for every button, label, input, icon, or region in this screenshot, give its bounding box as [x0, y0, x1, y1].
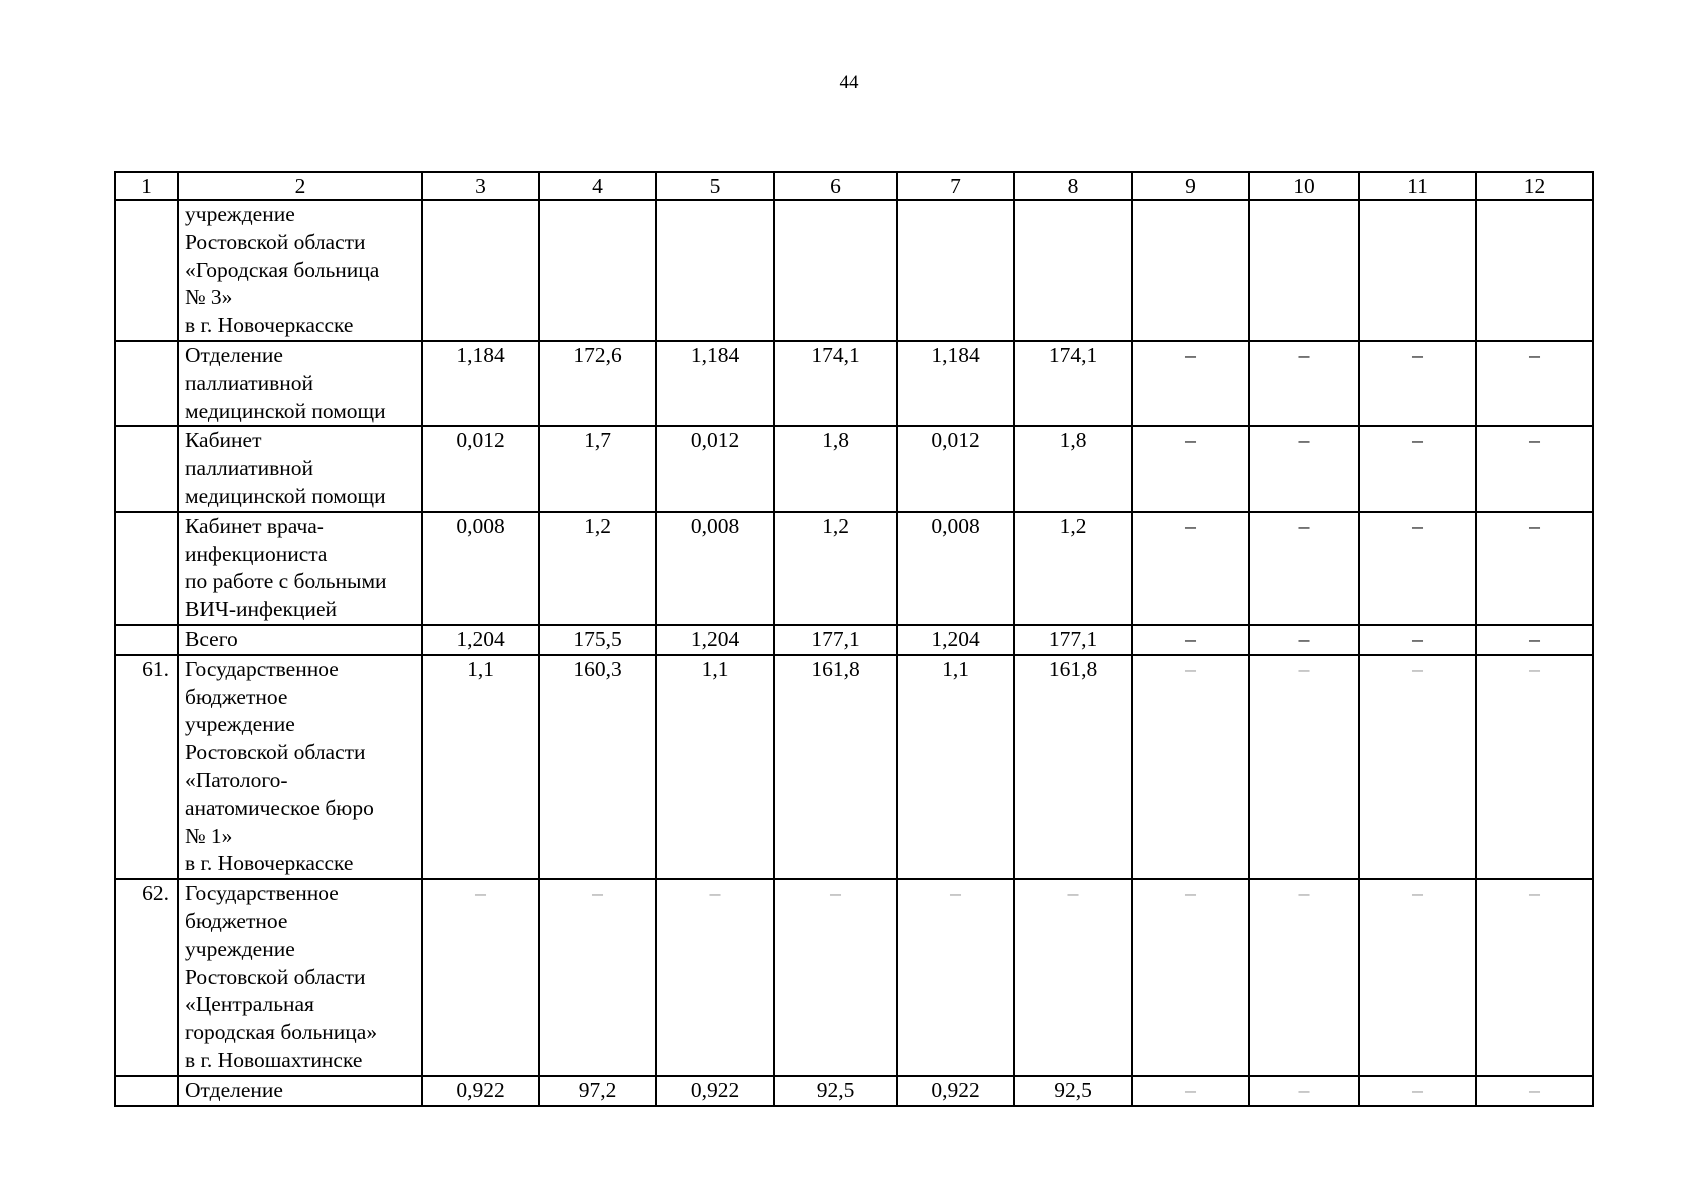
row-name-line: «Центральная — [185, 992, 314, 1017]
row-number-cell: 62. — [115, 879, 178, 1076]
row-name-line: Отделение — [185, 342, 283, 367]
column-header: 7 — [897, 172, 1014, 200]
column-header: 4 — [539, 172, 656, 200]
data-table — [114, 171, 1594, 1107]
value-cell: – — [1476, 625, 1593, 655]
row-name-line: по работе с больными — [185, 569, 387, 594]
value-cell: – — [1359, 341, 1476, 426]
column-header: 11 — [1359, 172, 1476, 200]
value-cell: 160,3 — [539, 655, 656, 879]
value-cell: – — [1249, 625, 1359, 655]
row-name-line: ВИЧ-инфекцией — [185, 597, 337, 622]
row-name-line: учреждение — [185, 712, 295, 737]
value-cell: 1,8 — [1014, 426, 1132, 511]
value-cell: 161,8 — [1014, 655, 1132, 879]
value-cell — [774, 200, 897, 341]
table-row — [115, 1076, 1593, 1106]
table-row — [115, 341, 1593, 426]
value-cell: 97,2 — [539, 1076, 656, 1106]
value-cell: 1,1 — [897, 655, 1014, 879]
row-number-cell — [115, 625, 178, 655]
value-cell: – — [1476, 341, 1593, 426]
row-number-cell — [115, 341, 178, 426]
value-cell: – — [1359, 625, 1476, 655]
table-row — [115, 879, 1593, 1076]
row-name-line: медицинской помощи — [185, 398, 386, 423]
value-cell — [897, 200, 1014, 341]
value-cell — [1014, 200, 1132, 341]
row-name-line: «Патолого- — [185, 767, 288, 792]
column-header: 9 — [1132, 172, 1249, 200]
row-name-cell — [178, 1076, 422, 1106]
row-name-cell — [178, 512, 422, 625]
table-row — [115, 200, 1593, 341]
value-cell: 174,1 — [774, 341, 897, 426]
column-header: 3 — [422, 172, 539, 200]
value-cell: 92,5 — [774, 1076, 897, 1106]
value-cell: – — [1132, 1076, 1249, 1106]
value-cell: – — [1132, 879, 1249, 1076]
row-name-cell — [178, 426, 422, 511]
row-name-line: бюджетное — [185, 684, 288, 709]
row-name-line: паллиативной — [185, 456, 314, 481]
value-cell: 1,1 — [656, 655, 774, 879]
row-name-line: в г. Новочеркасске — [185, 851, 354, 876]
row-name-line: «Городская больница — [185, 257, 380, 282]
value-cell — [1359, 200, 1476, 341]
value-cell: 0,008 — [656, 512, 774, 625]
table-body — [115, 172, 1593, 1106]
value-cell: – — [1359, 426, 1476, 511]
row-name-cell — [178, 625, 422, 655]
row-name-line: инфекциониста — [185, 541, 328, 566]
value-cell: – — [897, 879, 1014, 1076]
value-cell: 0,008 — [897, 512, 1014, 625]
value-cell: – — [1359, 655, 1476, 879]
row-name-line: Ростовской области — [185, 964, 366, 989]
row-name-line: в г. Новочеркасске — [185, 313, 354, 338]
row-name-cell — [178, 341, 422, 426]
value-cell: – — [656, 879, 774, 1076]
value-cell: – — [1476, 655, 1593, 879]
value-cell — [1476, 200, 1593, 341]
value-cell: – — [1014, 879, 1132, 1076]
value-cell — [422, 200, 539, 341]
value-cell: 175,5 — [539, 625, 656, 655]
table-row — [115, 655, 1593, 879]
value-cell: 177,1 — [774, 625, 897, 655]
value-cell: – — [1249, 426, 1359, 511]
value-cell: 0,012 — [422, 426, 539, 511]
column-header: 5 — [656, 172, 774, 200]
row-name-line: Кабинет врача- — [185, 513, 324, 538]
value-cell: – — [1249, 341, 1359, 426]
row-name-line: городская больница» — [185, 1020, 378, 1045]
table-row — [115, 426, 1593, 511]
value-cell: – — [1476, 879, 1593, 1076]
value-cell: 92,5 — [1014, 1076, 1132, 1106]
row-name-line: Ростовской области — [185, 229, 366, 254]
value-cell: – — [1132, 426, 1249, 511]
row-name-line: в г. Новошахтинске — [185, 1047, 363, 1072]
value-cell: 174,1 — [1014, 341, 1132, 426]
value-cell: 161,8 — [774, 655, 897, 879]
table-row — [115, 512, 1593, 625]
value-cell: 1,1 — [422, 655, 539, 879]
value-cell: 1,204 — [656, 625, 774, 655]
value-cell: – — [1132, 512, 1249, 625]
table-row — [115, 625, 1593, 655]
row-number-cell — [115, 200, 178, 341]
value-cell: 1,2 — [1014, 512, 1132, 625]
row-name-cell — [178, 200, 422, 341]
row-name-line: Отделение — [185, 1077, 283, 1102]
value-cell: 1,204 — [422, 625, 539, 655]
row-name-line: медицинской помощи — [185, 483, 386, 508]
value-cell: 1,2 — [774, 512, 897, 625]
value-cell: – — [1476, 512, 1593, 625]
row-number-cell — [115, 1076, 178, 1106]
value-cell — [539, 200, 656, 341]
row-name-cell — [178, 879, 422, 1076]
row-name-line: паллиативной — [185, 370, 314, 395]
row-name-line: учреждение — [185, 202, 295, 226]
row-name-line: Государственное — [185, 881, 339, 906]
value-cell: – — [1249, 655, 1359, 879]
column-header: 10 — [1249, 172, 1359, 200]
value-cell: – — [1249, 879, 1359, 1076]
row-name-line: Всего — [185, 626, 238, 651]
value-cell: – — [1476, 1076, 1593, 1106]
value-cell: 1,7 — [539, 426, 656, 511]
row-name-line: Кабинет — [185, 428, 262, 453]
value-cell: – — [1476, 426, 1593, 511]
row-name-cell — [178, 655, 422, 879]
value-cell: – — [1359, 879, 1476, 1076]
value-cell: 0,012 — [656, 426, 774, 511]
row-name-line: бюджетное — [185, 908, 288, 933]
row-name-line: № 3» — [185, 285, 233, 310]
row-name-line: Государственное — [185, 656, 339, 681]
value-cell: 1,184 — [897, 341, 1014, 426]
column-header: 2 — [178, 172, 422, 200]
value-cell: – — [1249, 512, 1359, 625]
value-cell — [1132, 200, 1249, 341]
value-cell: – — [539, 879, 656, 1076]
row-name-line: учреждение — [185, 936, 295, 961]
value-cell: – — [1132, 625, 1249, 655]
column-header: 12 — [1476, 172, 1593, 200]
value-cell — [1249, 200, 1359, 341]
column-header: 1 — [115, 172, 178, 200]
value-cell — [656, 200, 774, 341]
row-name-line: Ростовской области — [185, 740, 366, 765]
value-cell: – — [1249, 1076, 1359, 1106]
value-cell: 0,922 — [422, 1076, 539, 1106]
value-cell: – — [1359, 1076, 1476, 1106]
row-number-cell — [115, 426, 178, 511]
value-cell: 0,008 — [422, 512, 539, 625]
row-number-cell: 61. — [115, 655, 178, 879]
row-name-line: № 1» — [185, 823, 233, 848]
page-number: 44 — [839, 72, 859, 93]
value-cell: 0,012 — [897, 426, 1014, 511]
value-cell: – — [1359, 512, 1476, 625]
column-header-row — [115, 172, 1593, 200]
row-number-cell — [115, 512, 178, 625]
value-cell: 1,204 — [897, 625, 1014, 655]
column-header: 8 — [1014, 172, 1132, 200]
value-cell: – — [1132, 341, 1249, 426]
value-cell: – — [422, 879, 539, 1076]
value-cell: 0,922 — [897, 1076, 1014, 1106]
row-name-line: анатомическое бюро — [185, 795, 374, 820]
value-cell: 172,6 — [539, 341, 656, 426]
column-header: 6 — [774, 172, 897, 200]
value-cell: – — [774, 879, 897, 1076]
value-cell: 0,922 — [656, 1076, 774, 1106]
value-cell: 1,8 — [774, 426, 897, 511]
value-cell: 1,2 — [539, 512, 656, 625]
value-cell: 1,184 — [656, 341, 774, 426]
value-cell: 1,184 — [422, 341, 539, 426]
value-cell: – — [1132, 655, 1249, 879]
value-cell: 177,1 — [1014, 625, 1132, 655]
